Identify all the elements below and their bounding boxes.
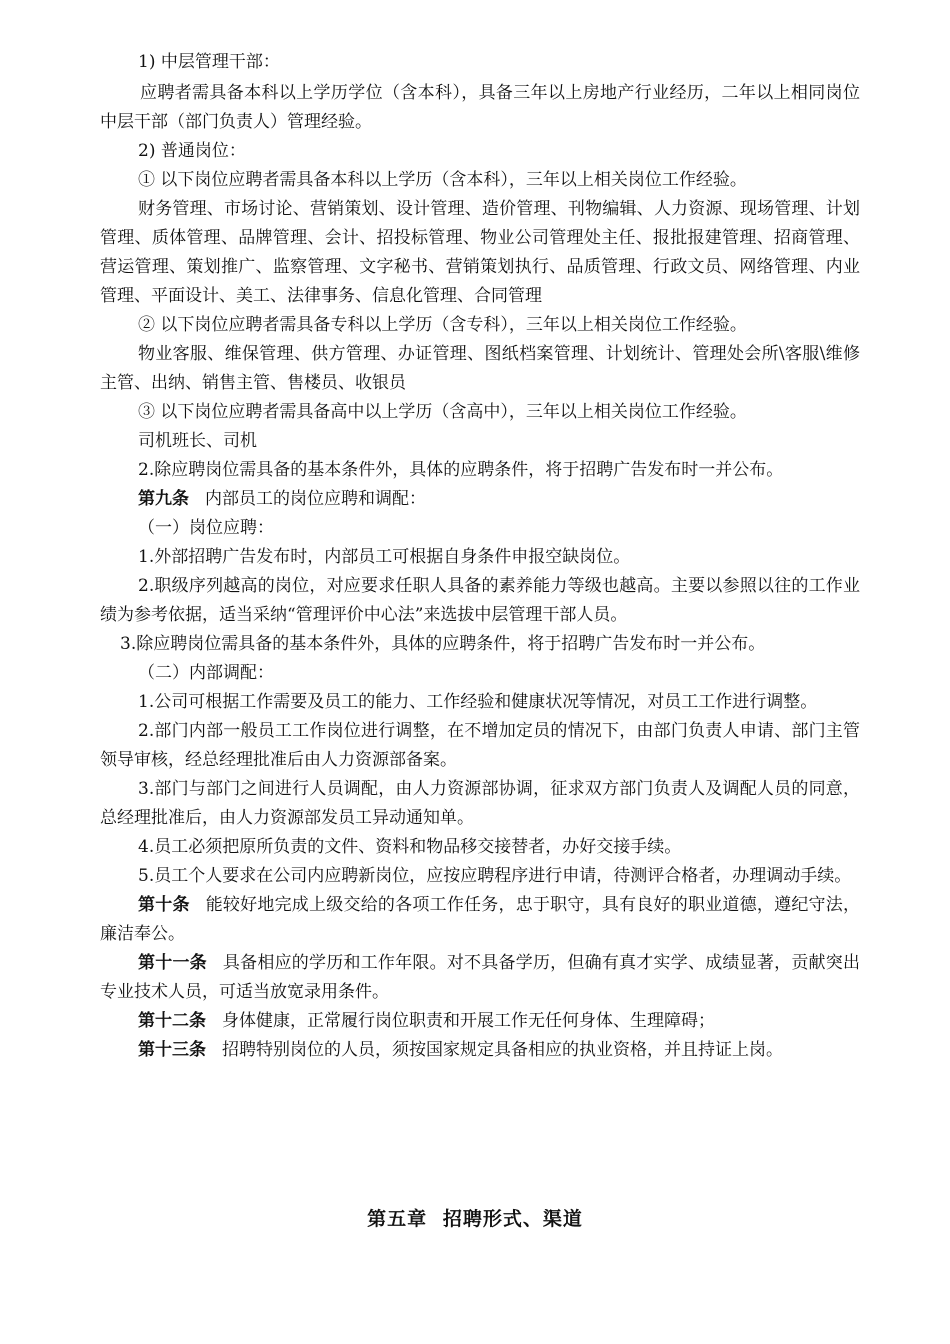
article-9-title: 内部员工的岗位应聘和调配： <box>205 489 426 509</box>
article-13-text: 招聘特别岗位的人员，须按国家规定具备相应的执业资格，并且持证上岗。 <box>222 1040 783 1060</box>
general-group3-positions: 司机班长、司机 <box>138 431 257 451</box>
article-9-sub2-heading: （二）内部调配： <box>138 663 274 683</box>
mid-level-requirement: 应聘者需具备本科以上学历学位（含本科），具备三年以上房地产行业经历，二年以上相同岗位中层干部（部门负责人）管理经验。 <box>100 83 860 132</box>
chapter-title: 招聘形式、渠道 <box>442 1208 583 1230</box>
article-9 <box>100 485 860 514</box>
article-10-text: 能较好地完成上级交给的各项工作任务，忠于职守，具有良好的职业道德，遵纪守法，廉洁奉公。 <box>100 895 861 944</box>
article-11-text: 具备相应的学历和工作年限。对不具备学历，但确有真才实学、成绩显著，贡献突出专业技术人员，可适当放宽录用条件。 <box>100 953 861 1002</box>
article-9-sub1-item: 1.外部招聘广告发布时，内部员工可根据自身条件申报空缺岗位。 <box>138 547 631 567</box>
mid-level-heading: 1) 中层管理干部： <box>138 52 280 72</box>
general-group1-requirement: ① 以下岗位应聘者需具备本科以上学历（含本科），三年以上相关岗位工作经验。 <box>138 170 747 190</box>
general-group2-requirement: ② 以下岗位应聘者需具备专科以上学历（含专科），三年以上相关岗位工作经验。 <box>138 315 747 335</box>
article-9-sub1-item: 3.除应聘岗位需具备的基本条件外，具体的应聘条件，将于招聘广告发布时一并公布。 <box>120 634 766 654</box>
article-12 <box>100 1007 860 1036</box>
article-10-label: 第十条 <box>138 895 190 915</box>
article-9-sub1-item: 2.职级序列越高的岗位，对应要求任职人具备的素养能力等级也越高。主要以参照以往的工作业绩为参考依据，适当采纳“管理评价中心法”来选拔中层管理干部人员。 <box>100 576 860 625</box>
general-group3-requirement: ③ 以下岗位应聘者需具备高中以上学历（含高中），三年以上相关岗位工作经验。 <box>138 402 747 422</box>
article-13-label: 第十三条 <box>138 1040 206 1060</box>
general-other-conditions: 2.除应聘岗位需具备的基本条件外，具体的应聘条件，将于招聘广告发布时一并公布。 <box>138 460 784 480</box>
document-body <box>100 48 860 1065</box>
general-group1-positions: 财务管理、市场讨论、营销策划、设计管理、造价管理、刊物编辑、人力资源、现场管理、计划管理、质体管理、品牌管理、会计、招投标管理、物业公司管理处主任、报批报建管理、招商管理、营运管理、策划推广、监察管理、文字秘书、营销策划执行、品质管理、行政文员、网络管理、内业管理、平面设计、美工、法律事务、信息化管理、合同管理 <box>100 199 860 306</box>
article-9-sub2-item: 1.公司可根据工作需要及员工的能力、工作经验和健康状况等情况，对员工工作进行调整。 <box>138 692 818 712</box>
article-12-label: 第十二条 <box>138 1011 206 1031</box>
article-12-text: 身体健康，正常履行岗位职责和开展工作无任何身体、生理障碍； <box>222 1011 715 1031</box>
article-13 <box>100 1036 860 1065</box>
article-9-sub2-item: 4.员工必须把原所负责的文件、资料和物品移交接替者，办好交接手续。 <box>138 837 682 857</box>
article-9-sub2-item: 3.部门与部门之间进行人员调配，由人力资源部协调，征求双方部门负责人及调配人员的同意，总经理批准后，由人力资源部发员工异动通知单。 <box>100 779 860 828</box>
chapter-heading <box>0 1204 950 1231</box>
article-9-sub2-item: 2.部门内部一般员工工作岗位进行调整，在不增加定员的情况下，由部门负责人申请、部门主管领导审核，经总经理批准后由人力资源部备案。 <box>100 721 860 770</box>
article-11-label: 第十一条 <box>138 953 207 973</box>
article-11 <box>100 949 860 1007</box>
general-heading: 2) 普通岗位： <box>138 141 246 161</box>
article-9-sub2-item: 5.员工个人要求在公司内应聘新岗位，应按应聘程序进行申请，待测评合格者，办理调动手续。 <box>138 866 852 886</box>
article-9-label: 第九条 <box>138 489 189 509</box>
general-group2-positions: 物业客服、维保管理、供方管理、办证管理、图纸档案管理、计划统计、管理处会所\客服\维修主管、出纳、销售主管、售楼员、收银员 <box>100 344 861 393</box>
article-10 <box>100 891 860 949</box>
chapter-number: 第五章 <box>367 1208 428 1230</box>
article-9-sub1-heading: （一）岗位应聘： <box>138 518 274 538</box>
